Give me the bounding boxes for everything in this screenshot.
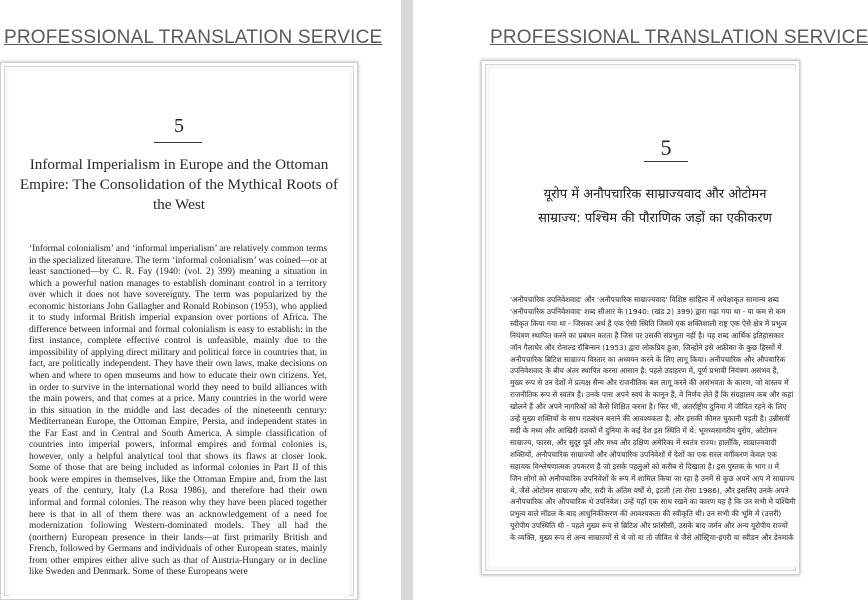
body-line: साम्राज्य, फारस, और सुदूर पूर्व और मध्य और दक्षिण अमेरिका में स्वतंत्र राज्य। हालाँकि, साम्राज्यवादी: [510, 437, 777, 447]
chapter-title: Informal Imperialism in Europe and the Ottoman Empire: The Consolidation of the Mythical Roots of the West: [19, 156, 339, 213]
chapter-title-line: यूरोप में अनौपचारिक साम्राज्यवाद और ओटोमन: [543, 187, 767, 202]
body-line: खोलने हैं और अपने नागरिकों को कैसे शिक्षित करना है। फिर भी, अंतर्राष्ट्रीय दुनिया में जीवित रहने के लिए: [510, 402, 787, 412]
body-line: राजनीतिक रूप से स्वतंत्र हैं। उनके पास अपने स्वयं के कानून हैं, वे निर्णय लेते हैं कि संग्रहालय कब और कहां: [510, 390, 794, 400]
translated-page-frame: [481, 60, 800, 575]
chapter-number: 5: [174, 115, 184, 137]
body-line: शक्तियों, अनौपचारिक साम्राज्यों और औपचारिक उपनिवेशों में देशों का एक सरल वर्गीकरण केवल एक: [510, 449, 777, 459]
chapter-rule: [154, 142, 202, 143]
body-line: उपनिवेशवाद के बीच अंतर स्थापित करना आसान है: पहले उदाहरण में, पूर्ण प्रभावी नियंत्रण असंभव है,: [510, 366, 779, 376]
chapter-body-text: [510, 294, 840, 544]
body-line: के व्यक्ति, मुख्य रूप से अन्य साम्राज्यों से थे जो या तो जीवित थे जैसे ऑस्ट्रिया-हंगरी या स्वीडन और डेनमार्क: [510, 533, 794, 543]
body-line: नियंत्रण स्थापित करने का प्रबंधन करता है जिस पर उसकी संप्रभुता नहीं है। यह शब्द आर्थिक इतिहासकार: [510, 330, 784, 340]
body-line: जिन लोगों को अनौपचारिक उपनिवेशों के रूप में शामिल किया जा रहा है उनमें से कुछ अपने आप में साम्राज्य: [510, 473, 795, 483]
chapter-number: 5: [660, 135, 672, 160]
body-line: 'अनौपचारिक उपनिवेशवाद' शब्द सीआर के (1940: (खंड 2) 399) द्वारा गढ़ा गया था - या कम से कम: [510, 306, 786, 316]
body-line: मुख्य रूप से उन देशों में प्रत्यक्ष सैन्य और राजनीतिक बल लागू करने की असंभवता के कारण, जो वास्तव में: [510, 378, 789, 388]
panel-divider: [401, 0, 413, 600]
body-line: प्रभुत्व वाले मॉडल के बाद आधुनिकीकरण की आवश्यकता की स्वीकृति थी। उन सभी की भूमि में (उत्तरी): [510, 509, 782, 519]
body-line: 'अनौपचारिक उपनिवेशवाद' और 'अनौपचारिक साम्राज्यवाद' विशिष्ट साहित्य में अपेक्षाकृत सामान्य शब्द: [510, 295, 779, 304]
chapter-title-line: साम्राज्य: पश्चिम की पौराणिक जड़ों का एकीकरण: [538, 211, 772, 226]
body-line: जॉन गैलाघेर और रोनाल्ड रॉबिन्सन (1953) द्वारा लोकप्रिय हुआ, जिन्होंने इसे अफ्रीका के कुछ हिस्सों में: [510, 342, 782, 352]
chapter-body-text: ‘Informal colonialism’ and ‘informal imperialism’ are relatively common terms in the specialized literature. The term ‘informal colonialism’ was coined—or at least sanctioned—by C. R. Fay (1940: (vol. 2) 399) meaning a situation in which a powerful nation manages to establish dominant control in a territory over which it does not have sovereignty. The term was popularized by the economic historians John Gallagher and Ronald Robinson (1953), who applied it to study informal British imperial expansion over portions of Africa. The difference between informal and formal colonialism is easy to establish: in the first instance, complete effective control is unfeasible, mainly due to the impossibility of applying direct military and political force in countries that, in fact, are politically independent. They have their own laws, make decisions on when and where to open museums and how to educate their own citizens. Yet, in order to survive in the international world they need to build alliances with the main powers, and that comes at a price. Many countries in the world were in this situation in the middle and last decades of the nineteenth century: Mediterranean Europe, the Ottoman Empire, Persia, and independent states in the Far East and in Central and South America. A simple classification of countries into imperial powers, informal empires and formal colonies is, however, only a helpful analytical tool that shows its flaws at closer look. Some of those that are being included as informal colonies in Part II of this book were empires in themselves, like the Ottoman Empire and, from the last years of the century, Italy (La Rosa 1986), and therefore had their own informal and formal colonies. The reason why they have been placed together here is that in all of them there was an acknowledgement of a need for modernization following Western-dominated models. They all had the (northern) European presence in their lands—at first primarily British and French, followed by Germans and individuals of other European states, mainly from other empires either alive such as that of Austria-Hungary or in decline like Sweden and Denmark. Some of these Europeans were: [29, 244, 327, 578]
body-line: सदी के मध्य और आखिरी दशकों में दुनिया के कई देश इस स्थिति में थे: भूमध्यसागरीय यूरोप, ओटोमन: [510, 425, 777, 435]
source-page-frame: [0, 62, 358, 600]
chapter-rule: [644, 161, 688, 162]
source-page: [9, 71, 349, 599]
body-line: यूरोपीय उपस्थिति थी - पहले मुख्य रूप से ब्रिटिश और फ्रांसीसी, उसके बाद जर्मन और अन्य यूरोपीय राज्यों: [510, 521, 788, 531]
body-line: स्वीकृत किया गया था - जिसका अर्थ है एक ऐसी स्थिति जिसमें एक शक्तिशाली राष्ट्र एक ऐसे क्षेत्र में प्रभुत्व: [510, 318, 787, 328]
body-line: थे, जैसे ओटोमन साम्राज्य और, सदी के अंतिम वर्षों से, इटली (ला रोसा 1986), और इसलिए उनके अपने: [510, 485, 789, 495]
right-panel-heading: PROFESSIONAL TRANSLATION SERVICE: [490, 27, 868, 48]
left-panel-heading: PROFESSIONAL TRANSLATION SERVICE: [4, 27, 383, 48]
body-line: अनौपचारिक ब्रिटिश साम्राज्य विस्तार का अध्ययन करने के लिए लागू किया। अनौपचारिक और औपचारिक: [510, 354, 786, 364]
body-line: उन्हें मुख्य शक्तियों के साथ गठबंधन बनाने की आवश्यकता है, और इसकी कीमत चुकानी पड़ती है। उन्नीसवीं: [510, 414, 790, 424]
translated-page: [490, 69, 799, 566]
body-line: सहायक विश्लेषणात्मक उपकरण है जो इसके पहलुओं को करीब से दिखाता है। इस पुस्तक के भाग II में: [510, 461, 780, 471]
chapter-title: [510, 183, 800, 231]
body-line: अनौपचारिक और औपचारिक थे उपनिवेश। उन्हें यहाँ एक साथ रखने का कारण यह है कि उन सभी में पश्चिमी: [510, 497, 796, 507]
